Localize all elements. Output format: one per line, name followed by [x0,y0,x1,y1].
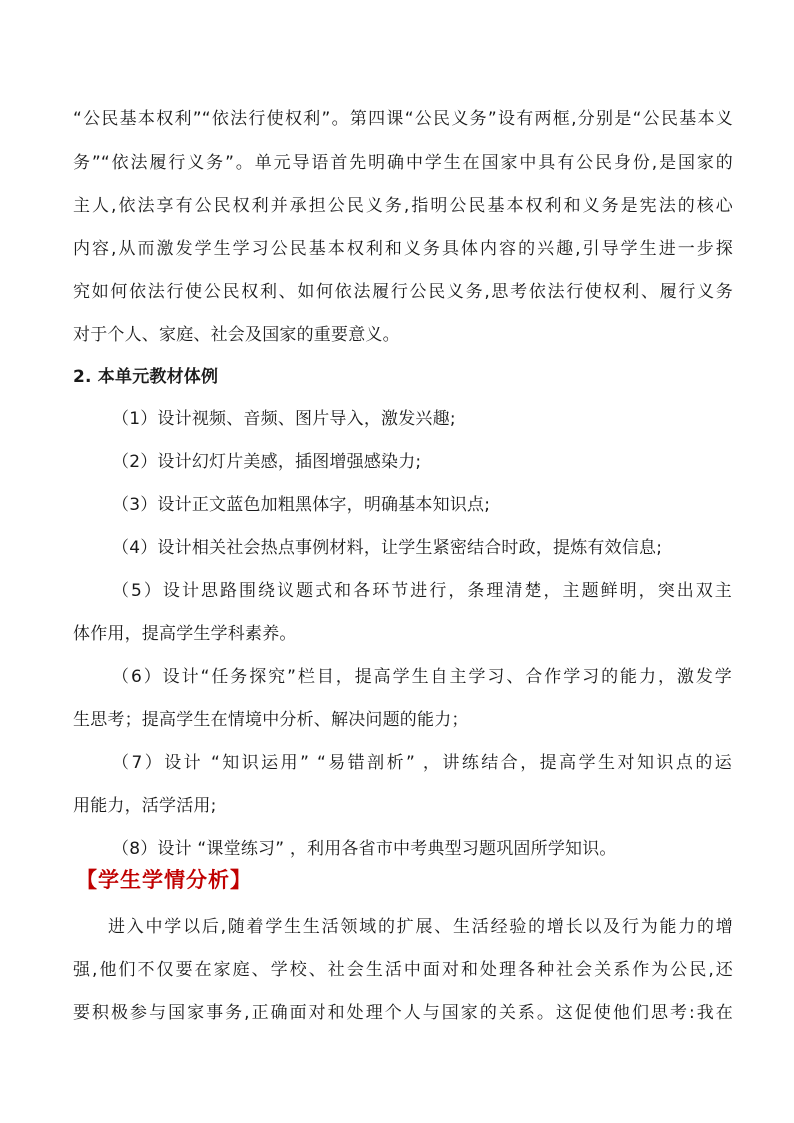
list-item-4: （4）设计相关社会热点事例材料，让学生紧密结合时政，提炼有效信息; [112,538,663,558]
subheading-material-format: 2. 本单元教材体例 [73,367,219,387]
paragraph1-line-4: 内容,从而激发学生学习公民基本权利和义务具体内容的兴趣,引导学生进一步探 [73,239,733,259]
list-item-6-line-2: 生思考；提高学生在情境中分析、解决问题的能力； [73,710,469,730]
list-item-8: （8）设计 “课堂练习” ，利用各省市中考典型习题巩固所学知识。 [112,839,617,859]
list-item-7-line-2: 用能力，活学活用; [73,796,217,816]
paragraph1-line-3: 主人,依法享有公民权利并承担公民义务,指明公民基本权利和义务是宪法的核心 [73,196,733,216]
paragraph2-line-3: 要积极参与国家事务,正确面对和处理个人与国家的关系。这促使他们思考:我在 [73,1003,733,1023]
list-item-6-line-1: （6）设计“任务探究”栏目，提高学生自主学习、合作学习的能力，激发学 [112,667,732,687]
paragraph1-line-1: “公民基本权利”“依法行使权利”。第四课“公民义务”设有两框,分别是“公民基本义 [73,109,733,129]
paragraph1-line-2: 务”“依法履行义务”。单元导语首先明确中学生在国家中具有公民身份,是国家的 [73,153,733,173]
list-item-3: （3）设计正文蓝色加粗黑体字，明确基本知识点; [112,495,491,515]
paragraph1-line-5: 究如何依法行使公民权利、如何依法履行公民义务,思考依法行使权利、履行义务 [73,282,733,302]
paragraph2-line-1: 进入中学以后,随着学生生活领域的扩展、生活经验的增长以及行为能力的增 [108,917,733,937]
section-title-student-analysis: 【学生学情分析】 [76,868,252,892]
paragraph1-line-6: 对于个人、家庭、社会及国家的重要意义。 [73,325,400,345]
list-item-2: （2）设计幻灯片美感，插图增强感染力; [112,452,422,472]
list-item-5-line-2: 体作用，提高学生学科素养。 [73,624,297,644]
list-item-1: （1）设计视频、音频、图片导入，激发兴趣; [112,409,456,429]
list-item-5-line-1: （5）设计思路围绕议题式和各环节进行，条理清楚，主题鲜明，突出双主 [112,581,732,601]
list-item-7-line-1: （7）设计 “知识运用” “易错剖析” ，讲练结合，提高学生对知识点的运 [112,753,732,773]
paragraph2-line-2: 强,他们不仅要在家庭、学校、社会生活中面对和处理各种社会关系作为公民,还 [73,960,733,980]
